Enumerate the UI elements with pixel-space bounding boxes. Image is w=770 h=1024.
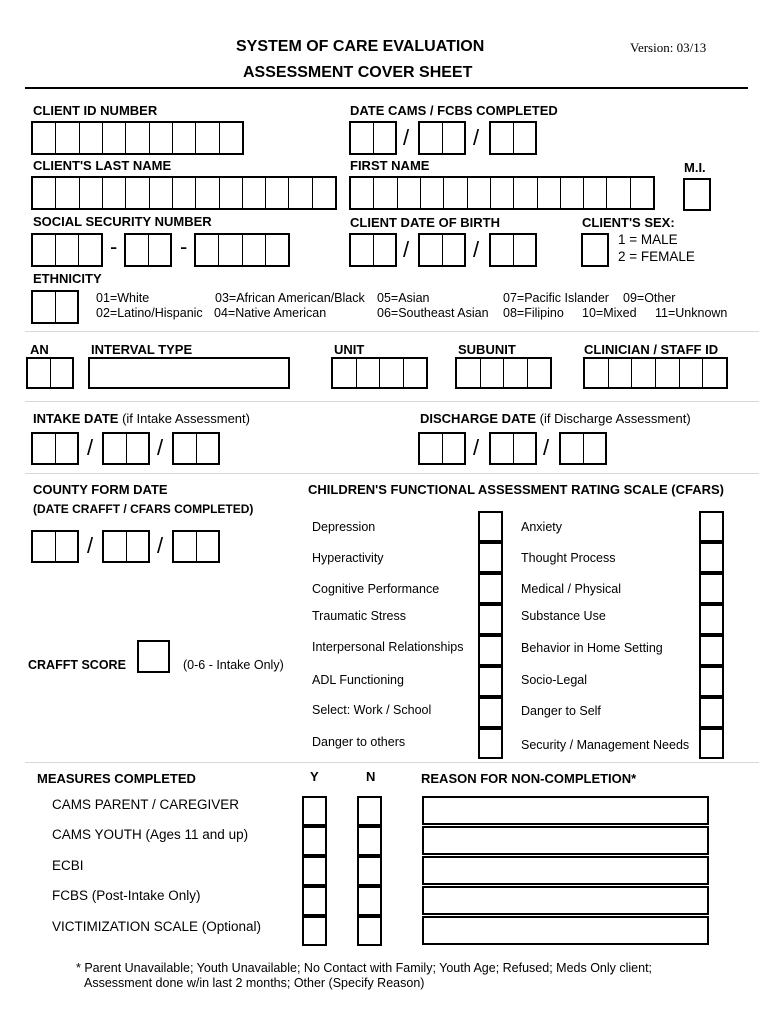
- measure-yes-checkbox[interactable]: [302, 796, 327, 826]
- discharge-year-field[interactable]: [559, 432, 607, 465]
- clinician-field[interactable]: [583, 357, 728, 389]
- cfars-item-label: Danger to Self: [521, 704, 601, 718]
- ethnicity-label: ETHNICITY: [33, 271, 102, 286]
- measures-label: MEASURES COMPLETED: [37, 771, 196, 786]
- cfars-rating-field[interactable]: [699, 666, 724, 697]
- version-label: Version: 03/13: [630, 40, 707, 55]
- reason-field[interactable]: [422, 886, 709, 915]
- date-completed-label: DATE CAMS / FCBS COMPLETED: [350, 103, 558, 118]
- cfars-item-label: Depression: [312, 520, 376, 534]
- cfars-rating-field[interactable]: [478, 604, 503, 635]
- cfars-item-label: Substance Use: [521, 609, 606, 623]
- crafft-score-label: CRAFFT SCORE: [28, 658, 126, 672]
- cfars-title: CHILDREN'S FUNCTIONAL ASSESSMENT RATING SCALE (CFARS): [308, 482, 724, 497]
- slash-separator: /: [87, 435, 94, 460]
- dash-separator: -: [180, 234, 188, 259]
- client-id-field[interactable]: [31, 121, 244, 155]
- ethnicity-option: 10=Mixed: [582, 306, 637, 320]
- header-rule: [25, 87, 748, 89]
- cfars-rating-field[interactable]: [699, 635, 724, 666]
- ethnicity-option: 08=Filipino: [503, 306, 564, 320]
- measure-label: VICTIMIZATION SCALE (Optional): [52, 919, 262, 934]
- reason-field[interactable]: [422, 916, 709, 945]
- county-form-date-label: COUNTY FORM DATE: [33, 482, 168, 497]
- date-completed-month-field[interactable]: [349, 121, 397, 155]
- measure-label: CAMS YOUTH (Ages 11 and up): [52, 827, 249, 842]
- crafft-score-field[interactable]: [137, 640, 170, 673]
- measure-no-checkbox[interactable]: [357, 856, 382, 886]
- intake-year-field[interactable]: [172, 432, 220, 465]
- ethnicity-option: 04=Native American: [214, 306, 327, 320]
- mi-label: M.I.: [684, 160, 706, 175]
- section-divider: [25, 473, 759, 474]
- cfars-item-label: Interpersonal Relationships: [312, 640, 464, 654]
- client-id-label: CLIENT ID NUMBER: [33, 103, 158, 118]
- reason-field[interactable]: [422, 856, 709, 885]
- sex-option-male: 1 = MALE: [618, 232, 678, 247]
- ethnicity-option: 06=Southeast Asian: [377, 306, 489, 320]
- county-month-field[interactable]: [31, 530, 79, 563]
- slash-separator: /: [473, 125, 480, 150]
- cfars-item-label: Security / Management Needs: [521, 738, 690, 752]
- ethnicity-option: 05=Asian: [377, 291, 430, 305]
- cfars-rating-field[interactable]: [478, 728, 503, 759]
- yes-column-label: Y: [310, 769, 319, 784]
- cfars-item-label: Behavior in Home Setting: [521, 641, 663, 655]
- last-name-field[interactable]: [31, 176, 337, 210]
- cfars-item-label: Select: Work / School: [312, 703, 432, 717]
- dash-separator: -: [110, 234, 118, 259]
- slash-separator: /: [87, 533, 94, 558]
- unit-field[interactable]: [331, 357, 428, 389]
- cfars-item-label: ADL Functioning: [312, 673, 404, 687]
- cfars-rating-field[interactable]: [699, 573, 724, 604]
- discharge-day-field[interactable]: [489, 432, 537, 465]
- slash-separator: /: [473, 237, 480, 262]
- sex-field[interactable]: [581, 233, 609, 267]
- intake-day-field[interactable]: [102, 432, 150, 465]
- reason-field[interactable]: [422, 796, 709, 825]
- ethnicity-option: 07=Pacific Islander: [503, 291, 609, 305]
- slash-separator: /: [157, 435, 164, 460]
- cfars-item-label: Hyperactivity: [312, 551, 384, 565]
- date-completed-day-field[interactable]: [418, 121, 466, 155]
- discharge-month-field[interactable]: [418, 432, 466, 465]
- unit-label: UNIT: [334, 342, 365, 357]
- slash-separator: /: [543, 435, 550, 460]
- ethnicity-option: 11=Unknown: [655, 306, 728, 320]
- county-form-date-sub: (DATE CRAFFT / CFARS COMPLETED): [33, 502, 254, 516]
- intake-date-label: INTAKE DATE (if Intake Assessment): [33, 411, 250, 426]
- ethnicity-option: 01=White: [96, 291, 150, 305]
- cfars-rating-field[interactable]: [699, 542, 724, 573]
- an-label: AN: [30, 342, 49, 357]
- measure-label: ECBI: [52, 858, 84, 873]
- no-column-label: N: [366, 769, 376, 784]
- cfars-rating-field[interactable]: [478, 697, 503, 728]
- ethnicity-option: 09=Other: [623, 291, 676, 305]
- dob-label: CLIENT DATE OF BIRTH: [350, 215, 500, 230]
- sex-option-female: 2 = FEMALE: [618, 249, 695, 264]
- first-name-field[interactable]: [349, 176, 655, 210]
- slash-separator: /: [473, 435, 480, 460]
- discharge-date-label: DISCHARGE DATE (if Discharge Assessment): [420, 411, 691, 426]
- cfars-item-label: Traumatic Stress: [312, 609, 407, 623]
- interval-type-label: INTERVAL TYPE: [91, 342, 193, 357]
- measure-yes-checkbox[interactable]: [302, 826, 327, 856]
- footnote-line2: Assessment done w/in last 2 months; Other (Specify Reason): [84, 976, 425, 990]
- cfars-item-label: Danger to others: [312, 735, 406, 749]
- measure-no-checkbox[interactable]: [357, 826, 382, 856]
- cfars-rating-field[interactable]: [699, 728, 724, 759]
- measure-no-checkbox[interactable]: [357, 796, 382, 826]
- county-day-field[interactable]: [102, 530, 150, 563]
- dob-month-field[interactable]: [349, 233, 397, 267]
- footnote-line1: * Parent Unavailable; Youth Unavailable; No Contact with Family; Youth Age; Refused; Meds Only client;: [76, 961, 653, 975]
- interval-type-field[interactable]: [88, 357, 290, 389]
- measure-yes-checkbox[interactable]: [302, 886, 327, 916]
- ssn-label: SOCIAL SECURITY NUMBER: [33, 214, 212, 229]
- section-divider: [25, 762, 759, 763]
- ssn-part2-field[interactable]: [124, 233, 172, 267]
- cfars-rating-field[interactable]: [699, 511, 724, 542]
- an-field[interactable]: [26, 357, 74, 389]
- cfars-rating-field[interactable]: [478, 511, 503, 542]
- measure-yes-checkbox[interactable]: [302, 916, 327, 946]
- subunit-label: SUBUNIT: [458, 342, 516, 357]
- ethnicity-option: 03=African American/Black: [215, 291, 365, 305]
- county-year-field[interactable]: [172, 530, 220, 563]
- slash-separator: /: [157, 533, 164, 558]
- section-divider: [25, 331, 759, 332]
- ssn-part1-field[interactable]: [31, 233, 103, 267]
- crafft-score-note: (0-6 - Intake Only): [183, 658, 284, 672]
- clinician-label: CLINICIAN / STAFF ID: [584, 342, 719, 357]
- sex-label: CLIENT'S SEX:: [582, 215, 675, 230]
- dob-year-field[interactable]: [489, 233, 537, 267]
- cfars-item-label: Anxiety: [521, 520, 562, 534]
- cfars-rating-field[interactable]: [699, 604, 724, 635]
- slash-separator: /: [403, 237, 410, 262]
- subunit-field[interactable]: [455, 357, 552, 389]
- measure-no-checkbox[interactable]: [357, 916, 382, 946]
- cfars-item-label: Cognitive Performance: [312, 582, 440, 596]
- intake-month-field[interactable]: [31, 432, 79, 465]
- cfars-item-label: Thought Process: [521, 551, 616, 565]
- measure-label: FCBS (Post-Intake Only): [52, 888, 201, 903]
- measure-yes-checkbox[interactable]: [302, 856, 327, 886]
- ssn-part3-field[interactable]: [194, 233, 290, 267]
- cfars-rating-field[interactable]: [478, 573, 503, 604]
- section-divider: [25, 401, 759, 402]
- cfars-item-label: Medical / Physical: [521, 582, 622, 596]
- cfars-rating-field[interactable]: [699, 697, 724, 728]
- cfars-item-label: Socio-Legal: [521, 673, 588, 687]
- cfars-rating-field[interactable]: [478, 635, 503, 666]
- dob-day-field[interactable]: [418, 233, 466, 267]
- measure-no-checkbox[interactable]: [357, 886, 382, 916]
- cfars-rating-field[interactable]: [478, 666, 503, 697]
- form-subtitle: ASSESSMENT COVER SHEET: [243, 64, 473, 81]
- date-completed-year-field[interactable]: [489, 121, 537, 155]
- middle-initial-field[interactable]: [683, 178, 711, 211]
- measure-label: CAMS PARENT / CAREGIVER: [52, 797, 240, 812]
- first-name-label: FIRST NAME: [350, 158, 430, 173]
- form-title: SYSTEM OF CARE EVALUATION: [236, 38, 485, 55]
- slash-separator: /: [403, 125, 410, 150]
- reason-label: REASON FOR NON-COMPLETION*: [421, 771, 637, 786]
- ethnicity-option: 02=Latino/Hispanic: [96, 306, 203, 320]
- ethnicity-field[interactable]: [31, 290, 79, 324]
- reason-field[interactable]: [422, 826, 709, 855]
- cfars-rating-field[interactable]: [478, 542, 503, 573]
- last-name-label: CLIENT'S LAST NAME: [33, 158, 172, 173]
